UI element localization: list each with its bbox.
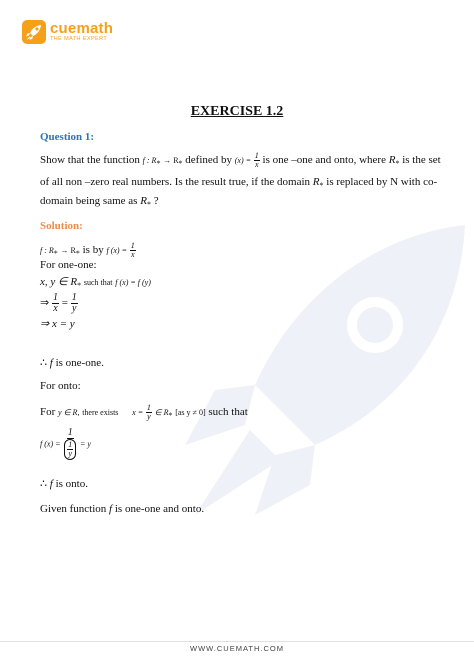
xy-in-R-line: x, y ∈ $R_*$ such that f (x) = f (y) — [40, 276, 151, 291]
one-one-heading: For one-one: — [40, 259, 97, 271]
exercise-title: EXERCISE 1.2 — [190, 104, 284, 119]
question-line-1: Show that the function f : $R_* \to R_*$ defined by (x) = $\frac{1}{x}$ is one –one and onto, where $R_*$ is the set — [40, 151, 441, 169]
therefore-one-one: ∴ f is one-one. — [40, 357, 104, 369]
conclusion-line: Given function f is one-one and onto. — [40, 503, 205, 515]
brand-name: cuemath — [50, 20, 114, 38]
therefore-onto: ∴ f is onto. — [40, 478, 88, 490]
rocket-logo-icon — [22, 20, 46, 44]
cuemath-logo — [22, 20, 113, 44]
onto-heading: For onto: — [40, 380, 81, 392]
solution-function-definition: f : $R_* \to R_*$ is by f (x) = $\frac{1}{x}$ — [40, 241, 135, 259]
question-line-3: domain being same as $R_*$ ? — [40, 195, 159, 210]
onto-verification: f (x) = $\frac{1}{\frac{1}{y}}$ = y — [40, 427, 91, 458]
footer-url: WWW.CUEMATH.COM — [189, 644, 284, 653]
brand-tagline: THE MATH EXPERT — [50, 36, 108, 43]
rocket-watermark-icon — [175, 215, 474, 545]
question-label: Question 1: — [40, 131, 95, 143]
implication-1: ⇒ $\frac{1}{x}$ = $\frac{1}{y}$ — [40, 292, 77, 314]
question-line-2: of all non –zero real numbers. Is the result true, if the domain $R_*$ is replaced by N with co- — [40, 176, 438, 191]
footer-divider — [0, 641, 474, 642]
nested-fraction: $\frac{1}{\frac{1}{y}}$ — [63, 428, 77, 460]
fraction-1-over-x: $\frac{1}{x}$ — [254, 151, 259, 169]
onto-exists-line: For y ∈ R, there exists x = $\frac{1}{y}$ ∈ $R_*$ [as y ≠ 0] such that — [40, 403, 248, 421]
implication-2: ⇒ x = y — [40, 318, 75, 330]
solution-label: Solution: — [40, 220, 83, 232]
fraction-1-over-x: $\frac{1}{x}$ — [130, 241, 135, 259]
